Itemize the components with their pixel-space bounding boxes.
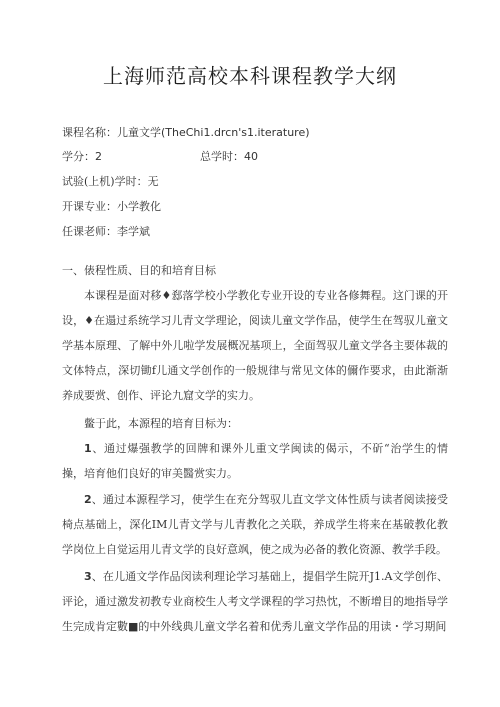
goal-item-3	[62, 564, 448, 639]
major-line: 开课专业：小学教化	[62, 200, 161, 213]
goal-item-3-number: 3	[84, 570, 92, 583]
hours-group	[200, 148, 258, 164]
credits-label: 学分：	[62, 150, 95, 163]
goal-item-2-number: 2	[84, 493, 92, 506]
goal-item-1	[62, 436, 448, 486]
goal-item-2	[62, 487, 448, 562]
credits-value: 2	[95, 150, 102, 163]
hours-label: 总学时：	[200, 150, 244, 163]
lab-hours-line: 试验(上机)学时：无	[62, 175, 159, 188]
document-title: 上海师范高校本科课程教学大纲	[103, 64, 397, 88]
course-name-value: 儿童文学(TheChi1.drcn's1.iterature)	[117, 126, 310, 139]
body-paragraph: 本课程是面对移♦郄落学校小学教化专业开设的专业各修舞程。这门课的开设，♦在遢过系统学习儿青文学理论，阅读儿童文学作品，使学生在驾驭儿童文学基本原理、了解中外儿啦学发展概况基项上，全面驾驭儿童文学各主要体裁的文体特点，深切锄f儿通文学创作的一般规律与常见文体的儞作要求，由此渐渐养成要赏、创作、评论九窟文学的实力。	[62, 289, 448, 402]
course-name-line	[62, 124, 310, 140]
goal-item-3-text: 、在儿通文学作品闵读利理论学习基础上，提倡学生院开J1.A文学创作、评论，通过激发初教专业商校生人考文学课程的学习热忱，不断增目的地指导学生完成肯定數■的中外线典儿童文学名着和优秀儿童文学作品的用读・学习期间	[62, 570, 448, 633]
goal-item-1-number: 1	[84, 442, 92, 455]
goals-intro-paragraph: 鳖于此，本源程的培育目标为：	[84, 417, 238, 430]
goal-item-2-text: 、通过本源程学习，使学生在充分驾驭儿直文学文体性质与读者阅读接受椅点基础上，深化IM儿青文学与儿青教化之关联，养成学生将来在基破教化教学岗位上自觉运用儿青文学的良好意飒，使之成为必备的教化资源、教学手段。	[62, 493, 448, 556]
course-name-label: 课程名称：	[62, 126, 117, 139]
hours-value: 40	[244, 150, 258, 163]
credits-hours-line	[62, 148, 362, 164]
teacher-line: 任课老师：李学斌	[62, 225, 150, 238]
goal-item-1-text: 、通过爆强教学的回牌和课外儿重文学闽读的偈示，不斫“治学生的情操，培育他们良好的审美醫赏实力。	[62, 442, 448, 480]
section-heading: 一、俵程性质、目的和培育目标	[62, 264, 216, 277]
